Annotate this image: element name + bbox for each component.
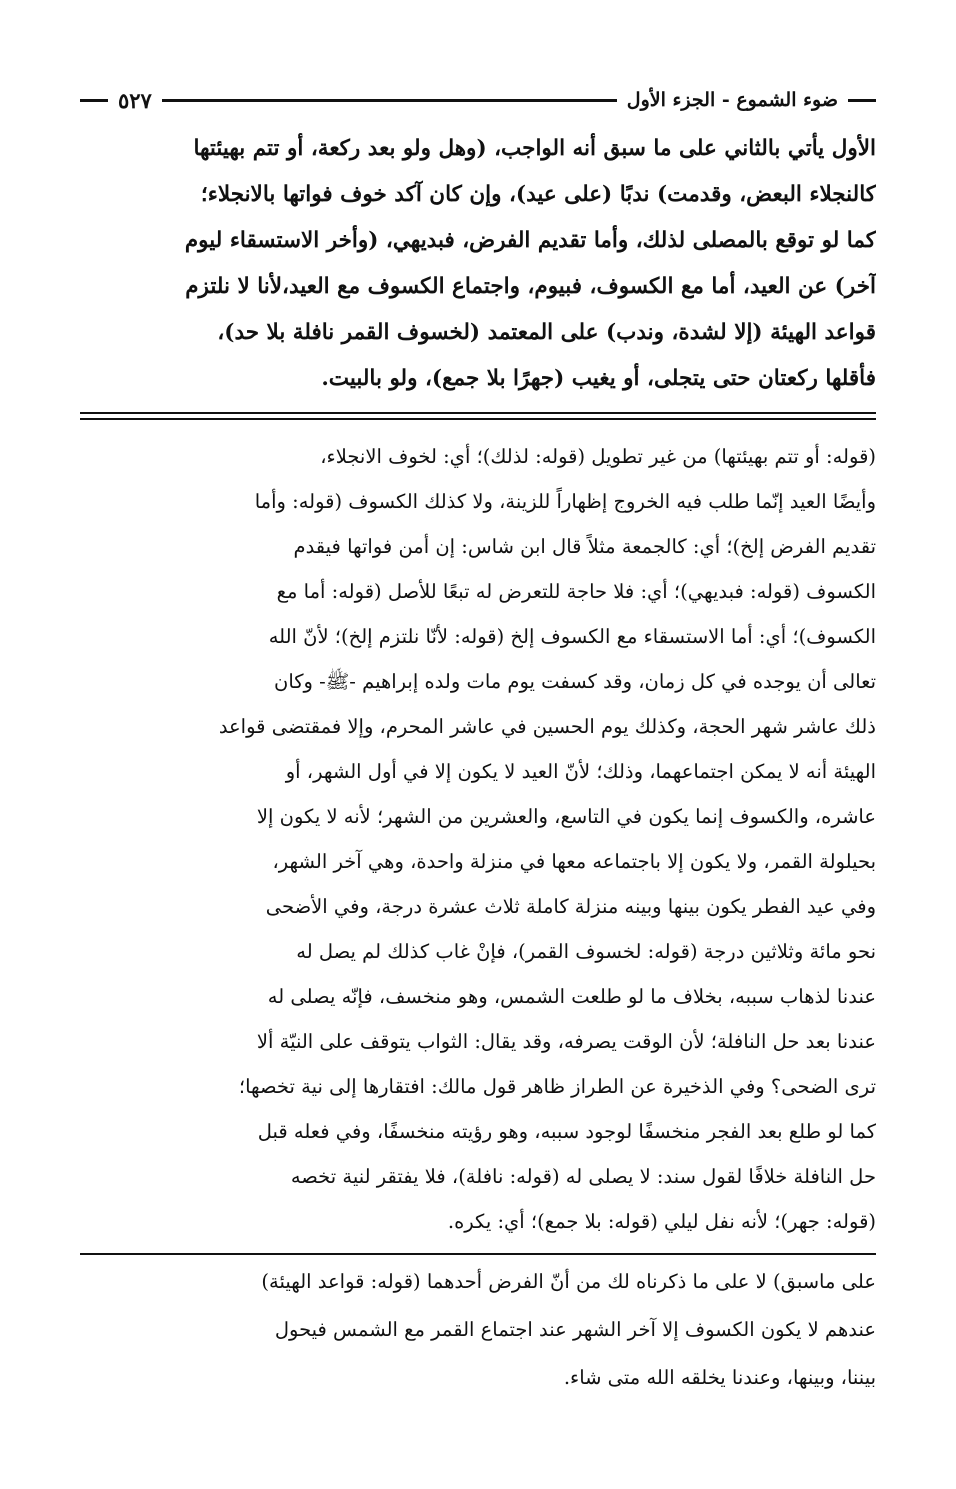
commentary-text: [80, 434, 876, 1244]
main-text-line: الأول يأتي بالثاني على ما سبق أنه الواجب، (وهل ولو بعد ركعة، أو تتم بهيئتها: [193, 136, 876, 161]
commentary-line: (قوله: أو تتم بهيئتها) من غير تطويل (قوله: لذلك)؛ أي: لخوف الانجلاء،: [320, 445, 876, 468]
commentary-line: عاشره، والكسوف إنما يكون في التاسع، والعشرين من الشهر؛ لأنه لا يكون إلا: [256, 805, 876, 828]
commentary-line: الكسوف)؛ أي: أما الاستسقاء مع الكسوف إلخ (قوله: لأنّا نلتزم إلخ)؛ لأنّ الله: [268, 625, 876, 648]
footnote-divider: [80, 1253, 876, 1255]
header-rule: [162, 99, 617, 102]
footnote-line: عندهم لا يكون الكسوف إلا آخر الشهر عند اجتماع القمر مع الشمس فيحول: [274, 1318, 876, 1341]
header-dash: [848, 99, 876, 102]
commentary-line: وفي عيد الفطر يكون بينها وبينه منزلة كاملة ثلاث عشرة درجة، وفي الأضحى: [265, 895, 876, 918]
page-number: ٥٢٧: [118, 87, 152, 113]
section-divider: [80, 412, 876, 420]
commentary-line: (قوله: جهر)؛ لأنه نفل ليلي (قوله: بلا جمع)؛ أي: يكره.: [447, 1210, 876, 1233]
commentary-line: كما لو طلع بعد الفجر منخسفًا لوجود سببه، وهو رؤيته منخسفًا، وفي فعله قبل: [257, 1120, 876, 1143]
commentary-line: عندنا بعد حل النافلة؛ لأن الوقت يصرفه، وقد يقال: الثواب يتوقف على النيّة ألا: [256, 1030, 876, 1053]
commentary-line: الهيئة أنه لا يمكن اجتماعهما، وذلك؛ لأنّ العيد لا يكون إلا في أول الشهر، أو: [285, 760, 876, 783]
book-page: [80, 80, 876, 1420]
footnote-text: [80, 1258, 876, 1408]
main-text: [80, 126, 876, 406]
main-text-line: فأقلها ركعتان حتى يتجلى، أو يغيب (جهرًا بلا جمع)، ولو بالبيت.: [321, 366, 876, 391]
footnote-line: بيننا، وبينها، وعندنا يخلقه الله متى شاء.: [563, 1366, 876, 1389]
commentary-line: الكسوف (قوله: فبديهي)؛ أي: فلا حاجة للتعرض له تبعًا للأصل (قوله: أما مع: [276, 580, 876, 603]
footnote-line: على ماسبق) لا على ما ذكرناه لك من أنّ الفرض أحدهما (قوله: قواعد الهيئة): [261, 1270, 876, 1293]
commentary-line: ذلك عاشر شهر الحجة، وكذلك يوم الحسين في عاشر المحرم، وإلا فمقتضى قواعد: [218, 715, 876, 738]
main-text-line: كما لو توقع بالمصلى لذلك، وأما تقديم الفرض، فبديهي، (وأخر الاستسقاء ليوم: [184, 228, 876, 253]
header-title: ضوء الشموع - الجزء الأول: [626, 89, 838, 111]
commentary-line: تعالى أن يوجده في كل زمان، وقد كسفت يوم مات ولده إبراهيم -ﷺ- وكان: [274, 670, 876, 693]
header-dash: [80, 99, 108, 102]
main-text-line: آخر) عن العيد، أما مع الكسوف، فبيوم، واجتماع الكسوف مع العيد،لأنا لا نلتزم: [185, 274, 876, 299]
commentary-line: حل النافلة خلافًا لقول سند: لا يصلى له (قوله: نافلة)، فلا يفتقر لنية تخصه: [290, 1165, 876, 1188]
commentary-line: عندنا لذهاب سببه، بخلاف ما لو طلعت الشمس، وهو منخسف، فإنّه يصلى له: [267, 985, 876, 1008]
commentary-line: وأيضًا العيد إنّما طلب فيه الخروج إظهاراً للزينة، ولا كذلك الكسوف (قوله: وأما: [254, 490, 876, 513]
commentary-line: ترى الضحى؟ وفي الذخيرة عن الطراز ظاهر قول مالك: افتقارها إلى نية تخصها؛: [238, 1075, 876, 1098]
commentary-line: نحو مائة وثلاثين درجة (قوله: لخسوف القمر)، فإنْ غاب كذلك لم يصل له: [296, 940, 876, 963]
commentary-line: بحيلولة القمر، ولا يكون إلا باجتماعه معها في منزلة واحدة، وهي آخر الشهر،: [272, 850, 876, 873]
commentary-line: تقديم الفرض إلخ)؛ أي: كالجمعة مثلاً قال ابن شاس: إن أمن فواتها فيقدم: [293, 535, 876, 558]
main-text-line: كالنجلاء البعض، وقدمت) ندبًا (على عيد)، وإن كان آكد خوف فواتها بالانجلاء؛: [200, 182, 876, 207]
main-text-line: قواعد الهيئة (إلا لشدة، وندب) على المعتمد (لخسوف القمر نافلة بلا حد)،: [217, 320, 876, 345]
running-header: [80, 80, 876, 120]
